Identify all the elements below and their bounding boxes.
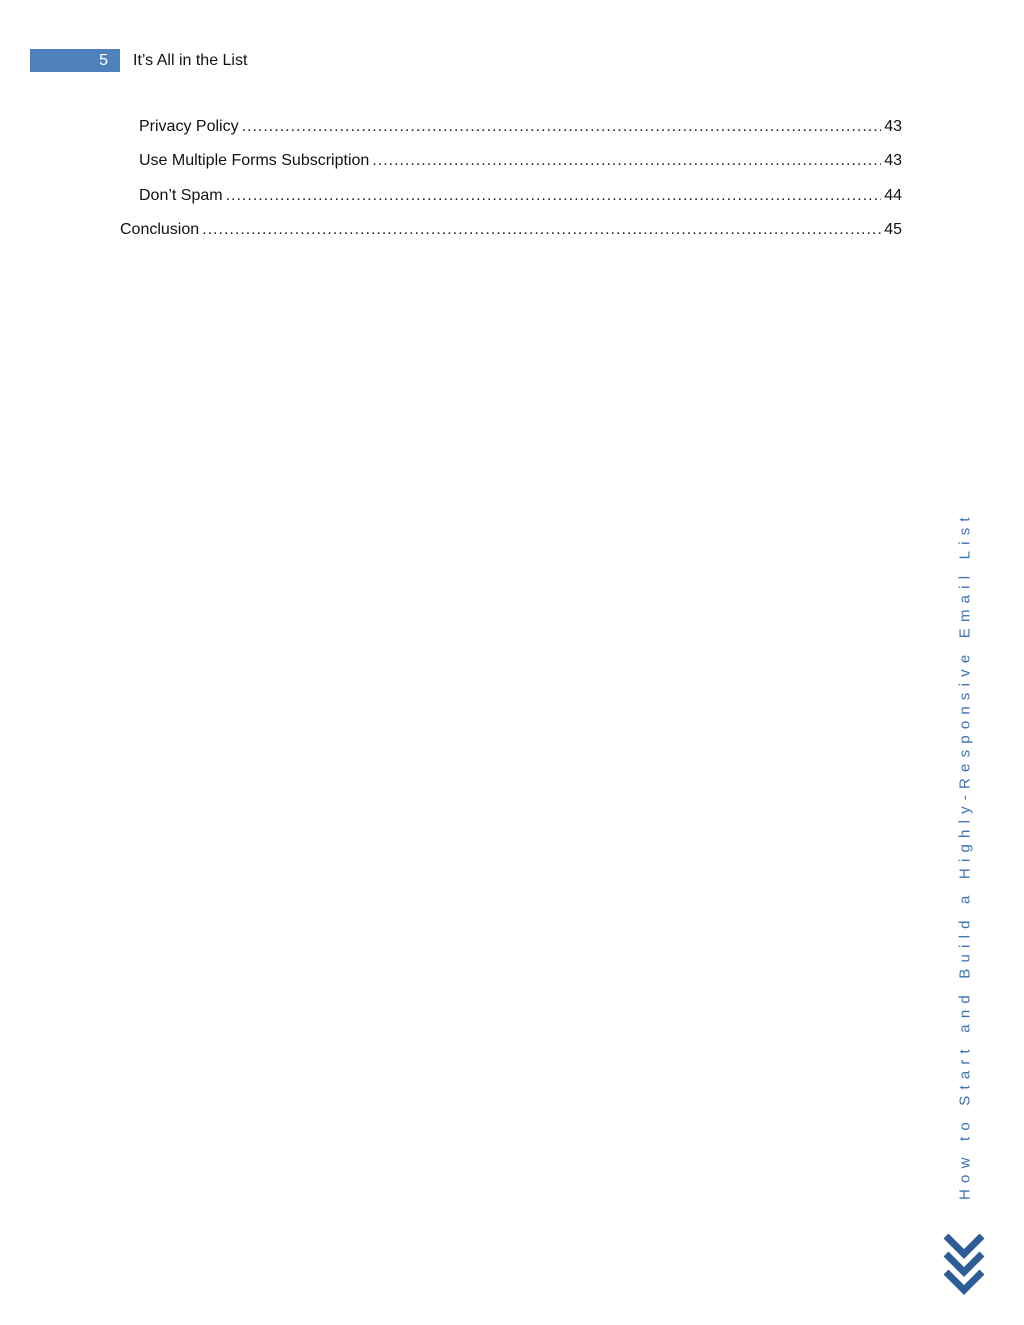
toc-entry-conclusion[interactable] [120,221,902,255]
toc-dot-leader [372,152,881,170]
toc-entry-page: 44 [884,186,902,204]
running-header-title: It’s All in the List [133,51,248,69]
toc-entry-page: 45 [884,220,902,238]
toc-entry-label: Don’t Spam [139,186,223,204]
vertical-book-title: How to Start and Build a Highly-Responsive Email List [956,511,974,1200]
toc-dot-leader [242,118,882,136]
triple-chevron-down-icon [942,1234,986,1296]
page-header [30,49,247,72]
toc-entry-use-multiple-forms[interactable] [120,152,902,186]
toc-dot-leader [226,187,882,205]
page-number-badge [30,49,120,72]
toc-entry-dont-spam[interactable] [120,187,902,221]
page-number: 5 [99,51,108,69]
toc-dot-leader [202,221,881,239]
toc-entry-page: 43 [884,152,902,170]
toc-entry-privacy-policy[interactable] [120,118,902,152]
table-of-contents [120,118,902,255]
toc-entry-page: 43 [884,118,902,135]
toc-entry-label: Privacy Policy [139,118,239,135]
toc-entry-label: Conclusion [120,220,200,238]
toc-entry-label: Use Multiple Forms Subscription [139,152,370,170]
